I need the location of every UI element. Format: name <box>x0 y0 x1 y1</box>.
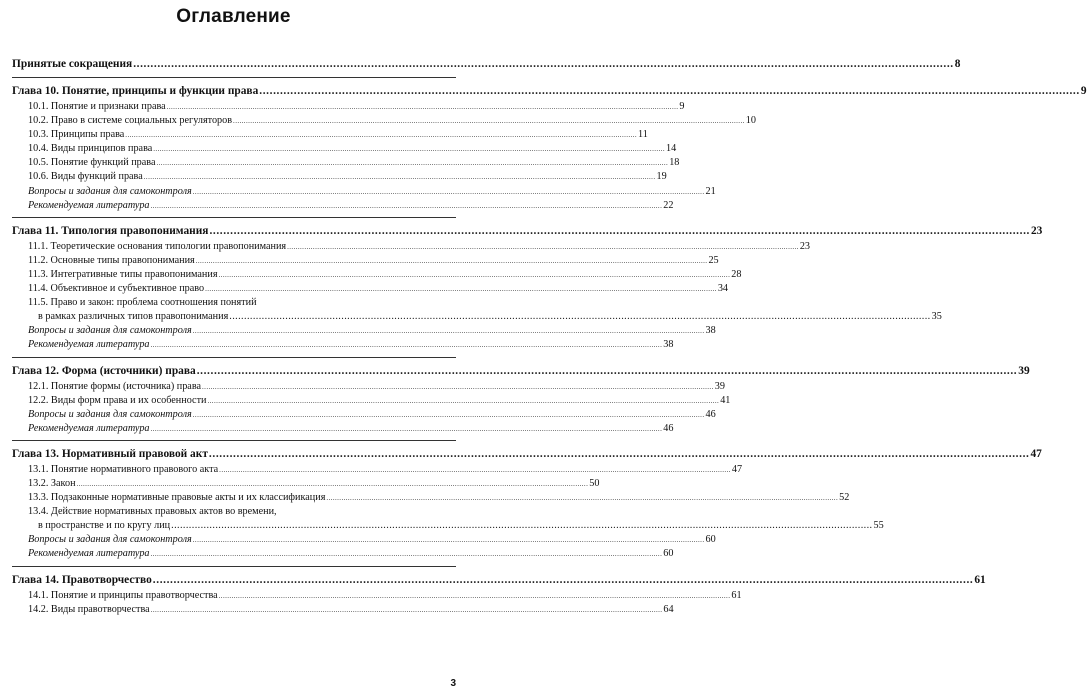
dot-leader <box>233 114 745 128</box>
toc-supplement[interactable] <box>12 533 716 547</box>
dot-leader <box>219 268 731 282</box>
toc-entry-label: 10.2. Право в системе социальных регуляторов <box>28 115 233 127</box>
toc-entry-page: 25 <box>708 254 719 266</box>
dot-leader <box>157 156 669 170</box>
page-title: Оглавление <box>176 6 291 27</box>
dot-leader <box>151 199 663 213</box>
toc-entry-label: 11.2. Основные типы правопонимания <box>28 254 195 266</box>
toc-entry-page: 22 <box>663 199 674 211</box>
toc-entry-page: 50 <box>589 477 600 489</box>
toc-entry-page: 9 <box>1080 85 1087 97</box>
dot-leader <box>287 240 799 254</box>
toc-section[interactable] <box>12 114 756 128</box>
dot-leader <box>326 491 838 505</box>
toc-entry-label: 13.3. Подзаконные нормативные правовые акты и их классификация <box>28 492 326 504</box>
toc-entry-label: Вопросы и задания для самоконтроля <box>28 185 192 197</box>
toc-entry-page: 9 <box>679 101 685 112</box>
toc-section[interactable] <box>12 296 456 310</box>
toc-entry-page: 52 <box>839 492 850 504</box>
toc-supplement[interactable] <box>12 185 716 199</box>
toc-entry-page: 34 <box>717 283 729 295</box>
toc-entry-page: 38 <box>663 339 674 351</box>
toc-entry-label: 10.5. Понятие функций права <box>28 157 156 169</box>
toc-entry-page: 14 <box>665 143 677 155</box>
toc-entry-label: 13.4. Действие нормативных правовых актов во времени, <box>28 506 277 518</box>
toc-entry-label: Глава 12. Форма (источники) права <box>12 364 196 377</box>
toc-chapter[interactable] <box>12 83 1087 100</box>
toc-entry-label: Рекомендуемая литература <box>28 199 150 211</box>
toc-entry-label: в рамках различных типов правопонимания <box>38 311 229 323</box>
toc-entry-label: 10.3. Принципы права <box>28 129 125 141</box>
dot-leader <box>193 533 705 547</box>
toc-entry-page: 18 <box>669 157 680 169</box>
toc-entry-page: 46 <box>705 408 716 420</box>
dot-leader <box>144 170 656 184</box>
toc-section[interactable] <box>12 589 742 603</box>
toc-section[interactable] <box>12 394 731 408</box>
toc-entry-label: Принятые сокращения <box>12 58 133 70</box>
toc-entry-page: 60 <box>663 548 674 560</box>
toc-entry-page: 19 <box>656 171 667 183</box>
toc-entry-label: 13.1. Понятие нормативного правового акта <box>28 463 219 475</box>
toc-entry-page: 39 <box>714 380 725 392</box>
toc-entry-label: Рекомендуемая литература <box>28 339 150 351</box>
toc-entry-page: 41 <box>720 394 731 406</box>
toc-section[interactable] <box>12 142 677 156</box>
toc-entry-label: 11.1. Теоретические основания типологии правопонимания <box>28 240 287 252</box>
dot-leader <box>167 100 679 114</box>
toc-entry-page: 21 <box>705 185 716 197</box>
toc-section[interactable] <box>12 254 719 268</box>
toc-entry-page: 11 <box>638 129 648 141</box>
dot-leader <box>193 185 705 199</box>
section-divider <box>12 77 456 78</box>
dot-leader <box>153 142 665 156</box>
toc-entry-page: 46 <box>663 422 674 434</box>
toc-chapter[interactable] <box>12 572 986 589</box>
toc-entry-label: 14.2. Виды правотворчества <box>28 603 150 615</box>
dot-leader <box>209 446 1030 463</box>
section-divider <box>12 566 456 567</box>
toc-supplement[interactable] <box>12 547 674 561</box>
toc-entry-page: 10 <box>745 115 756 127</box>
dot-leader <box>77 477 589 491</box>
dot-leader <box>153 572 974 589</box>
toc-supplement[interactable] <box>12 199 674 213</box>
toc-entry-label: Вопросы и задания для самоконтроля <box>28 408 192 420</box>
toc-entry-page: 64 <box>663 603 674 615</box>
dot-leader <box>151 422 663 436</box>
toc-entry-label: 13.2. Закон <box>28 477 76 489</box>
section-divider <box>12 217 456 218</box>
toc-entry-label: Вопросы и задания для самоконтроля <box>28 534 192 546</box>
toc-entry-page: 39 <box>1018 364 1030 377</box>
toc-entry-label: 11.5. Право и закон: проблема соотношения понятий <box>28 297 257 309</box>
toc-section[interactable] <box>12 156 680 170</box>
dot-leader <box>202 380 714 394</box>
dot-leader <box>259 83 1080 100</box>
toc-section-continuation[interactable] <box>12 310 942 324</box>
toc-section[interactable] <box>12 477 600 491</box>
toc-entry-page: 38 <box>705 325 716 337</box>
section-divider <box>12 440 456 441</box>
toc-entry-label: Глава 13. Нормативный правовой акт <box>12 447 208 460</box>
dot-leader <box>171 519 872 533</box>
toc-entry-label: 10.1. Понятие и признаки права <box>28 101 166 112</box>
toc-section[interactable] <box>12 463 743 477</box>
toc-entry-label: Глава 14. Правотворчество <box>12 573 152 586</box>
dot-leader <box>193 324 705 338</box>
toc-entry-label: 10.6. Виды функций права <box>28 171 143 183</box>
toc-chapter[interactable] <box>12 56 961 73</box>
dot-leader <box>151 338 663 352</box>
toc-section[interactable] <box>12 491 850 505</box>
toc-entry-label: 11.3. Интегративные типы правопонимания <box>28 268 218 280</box>
toc-section[interactable] <box>12 170 667 184</box>
toc-entry-page: 55 <box>873 520 884 532</box>
dot-leader <box>219 589 731 603</box>
dot-leader <box>197 363 1018 380</box>
toc-entry-page: 47 <box>1030 447 1042 460</box>
toc-section[interactable] <box>12 505 456 519</box>
toc-entry-label: 12.1. Понятие формы (источника) права <box>28 380 202 392</box>
page-number: 3 <box>450 678 456 689</box>
toc-entry-page: 47 <box>731 463 743 475</box>
dot-leader <box>205 282 717 296</box>
dot-leader <box>151 603 663 617</box>
toc-entry-label: Глава 11. Типология правопонимания <box>12 224 209 237</box>
toc-supplement[interactable] <box>12 324 716 338</box>
table-of-contents <box>12 56 1087 617</box>
toc-section[interactable] <box>12 100 685 114</box>
toc-chapter[interactable] <box>12 223 1043 240</box>
dot-leader <box>209 223 1030 240</box>
toc-entry-label: Вопросы и задания для самоконтроля <box>28 325 192 337</box>
dot-leader <box>219 463 731 477</box>
toc-entry-page: 8 <box>954 58 961 70</box>
toc-entry-page: 61 <box>731 589 742 601</box>
toc-entry-page: 61 <box>974 573 986 586</box>
toc-entry-page: 23 <box>1030 224 1043 237</box>
section-divider <box>12 357 456 358</box>
dot-leader <box>151 547 663 561</box>
toc-entry-label: 14.1. Понятие и принципы правотворчества <box>28 589 218 601</box>
toc-entry-label: 12.2. Виды форм права и их особенности <box>28 394 207 406</box>
toc-entry-page: 35 <box>931 311 942 323</box>
toc-entry-label: Рекомендуемая литература <box>28 548 150 560</box>
toc-supplement[interactable] <box>12 408 716 422</box>
toc-entry-label: Глава 10. Понятие, принципы и функции права <box>12 85 259 97</box>
toc-section-continuation[interactable] <box>12 519 884 533</box>
toc-section[interactable] <box>12 268 742 282</box>
dot-leader <box>133 56 954 73</box>
toc-section[interactable] <box>12 128 648 142</box>
dot-leader <box>229 310 930 324</box>
toc-chapter[interactable] <box>12 446 1042 463</box>
toc-entry-label: в пространстве и по кругу лиц <box>38 520 171 532</box>
toc-section[interactable] <box>12 240 811 254</box>
toc-entry-page: 28 <box>731 268 742 280</box>
toc-entry-page: 60 <box>705 534 716 546</box>
toc-chapter[interactable] <box>12 363 1030 380</box>
dot-leader <box>125 128 637 142</box>
toc-entry-label: Рекомендуемая литература <box>28 422 150 434</box>
dot-leader <box>208 394 720 408</box>
toc-entry-label: 10.4. Виды принципов права <box>28 143 153 155</box>
toc-section[interactable] <box>12 380 725 394</box>
toc-section[interactable] <box>12 282 729 296</box>
toc-entry-page: 23 <box>799 240 811 252</box>
dot-leader <box>196 254 708 268</box>
dot-leader <box>193 408 705 422</box>
toc-entry-label: 11.4. Объективное и субъективное право <box>28 283 205 295</box>
toc-section[interactable] <box>12 603 674 617</box>
toc-supplement[interactable] <box>12 338 674 352</box>
toc-supplement[interactable] <box>12 422 674 436</box>
